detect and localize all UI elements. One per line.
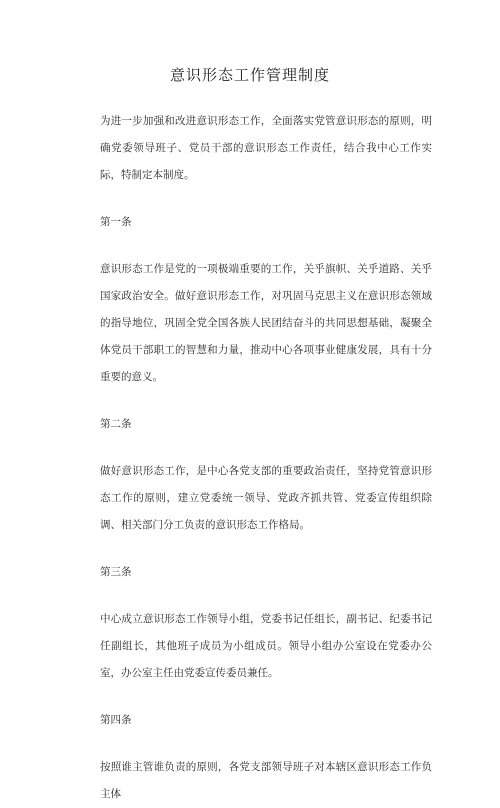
article-3-text: 中心成立意识形态工作领导小组，党委书记任组长，副书记、纪委书记任副组长，其他班子成员为小组成员。领导小组办公室设在党委办公室，办公室主任由党委宣传委员兼任。 (100, 613, 432, 679)
article-4-text: 按照谁主管谁负责的原则，各党支部领导班子对本辖区意识形态工作负主体 (100, 761, 432, 800)
intro-paragraph: 为进一步加强和改进意识形态工作，全面落实党管意识形态的原则，明确党委领导班子、党员干部的意识形态工作责任，结合我中心工作实际，特制定本制度。 (100, 115, 432, 181)
article-2-text: 做好意识形态工作，是中心各党支部的重要政治责任，坚持党管意识形态工作的原则，建立党委统一领导、党政齐抓共管、党委宣传组织除调、相关部门分工负责的意识形态工作格局。 (100, 465, 432, 531)
article-2-heading: 第二条 (100, 418, 132, 430)
document-title: 意识形态工作管理制度 (169, 66, 330, 84)
document-body (100, 108, 432, 808)
article-3-heading: 第三条 (100, 566, 132, 578)
article-1-text: 意识形态工作是党的一项极端重要的工作，关乎旗帜、关乎道路、关乎国家政治安全。做好意识形态工作，对巩固马克思主义在意识形态领域的指导地位，巩固全党全国各族人民团结奋斗的共同思想基础，凝聚全体党员干部职工的智慧和力量，推动中心各项事业健康发展，具有十分重要的意义。 (100, 263, 432, 383)
article-1-heading: 第一条 (100, 216, 132, 228)
article-4-heading: 第四条 (100, 714, 132, 726)
